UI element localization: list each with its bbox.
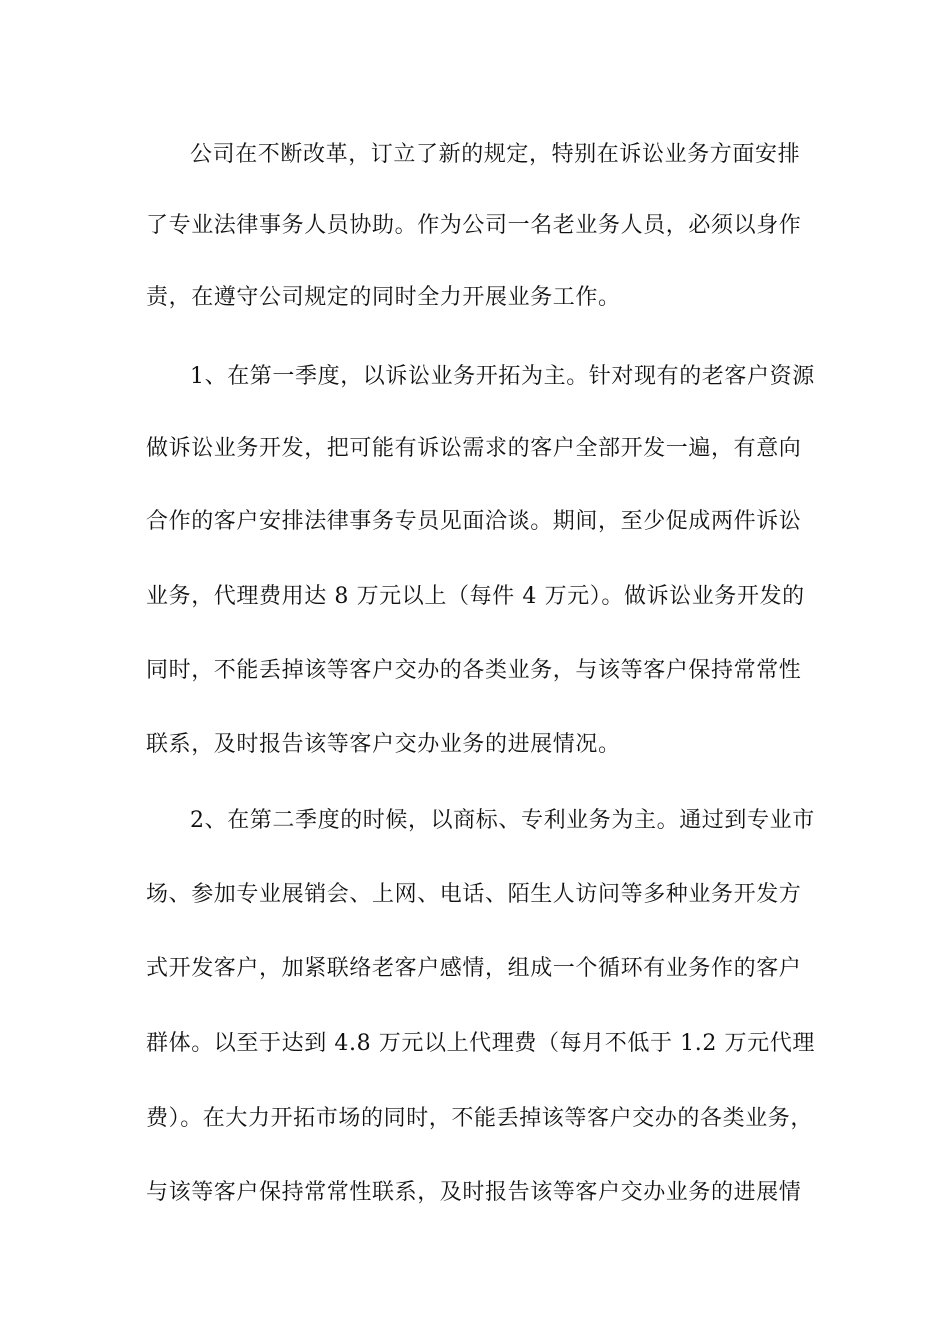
- paragraph-3-line-3: 式开发客户，加紧联络老客户感情，组成一个循环有业务作的客户: [146, 956, 802, 981]
- paragraph-2-line-5: 同时，不能丢掉该等客户交办的各类业务，与该等客户保持常常性: [146, 658, 802, 683]
- paragraph-3-line-6: 与该等客户保持常常性联系，及时报告该等客户交办业务的进展情: [146, 1180, 802, 1205]
- paragraph-1-line-1: 公司在不断改革，订立了新的规定，特别在诉讼业务方面安排: [190, 142, 801, 167]
- paragraph-1-line-3: 责，在遵守公司规定的同时全力开展业务工作。: [146, 285, 621, 310]
- paragraph-2-line-1: 1、在第一季度，以诉讼业务开拓为主。针对现有的老客户资源: [190, 364, 815, 389]
- paragraph-3-line-4: 群体。以至于达到 4.8 万元以上代理费（每月不低于 1.2 万元代理: [146, 1031, 815, 1056]
- paragraph-3-line-5: 费）。在大力开拓市场的同时，不能丢掉该等客户交办的各类业务，: [146, 1106, 814, 1131]
- paragraph-2-line-6: 联系，及时报告该等客户交办业务的进展情况。: [146, 732, 621, 757]
- paragraph-2-line-2: 做诉讼业务开发，把可能有诉讼需求的客户全部开发一遍，有意向: [146, 436, 802, 461]
- paragraph-3-line-2: 场、参加专业展销会、上网、电话、陌生人访问等多种业务开发方: [146, 882, 802, 907]
- paragraph-2-line-4: 业务，代理费用达 8 万元以上（每件 4 万元）。做诉讼业务开发的: [146, 584, 805, 609]
- paragraph-2-line-3: 合作的客户安排法律事务专员见面洽谈。期间，至少促成两件诉讼: [146, 509, 802, 534]
- paragraph-1-line-2: 了专业法律事务人员协助。作为公司一名老业务人员，必须以身作: [146, 213, 802, 238]
- paragraph-3-line-1: 2、在第二季度的时候，以商标、专利业务为主。通过到专业市: [190, 808, 815, 833]
